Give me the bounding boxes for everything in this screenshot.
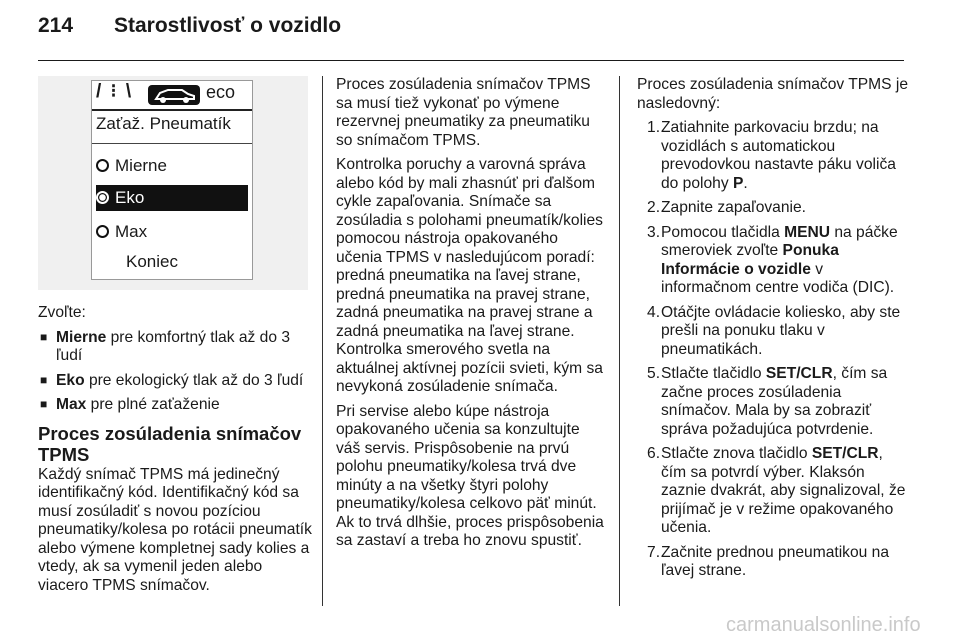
- option-koniec[interactable]: Koniec: [126, 252, 178, 271]
- option-max[interactable]: Max: [96, 219, 248, 245]
- column-divider-1: [322, 76, 323, 606]
- option-mierne[interactable]: Mierne: [96, 153, 248, 179]
- list-item: ■ Eko pre ekologický tlak až do 3 ľudí: [38, 372, 314, 391]
- paragraph: Pri servise alebo kúpe nástroja opakovaného učenia sa konzultujte váš servis. Prispôsobenie na prvú polohu pneumatiky/kolesa trvá dve minúty a na všetky štyri polohy pneumatiky/kolesa celkovo päť minút. Ak to trvá dlhšie, proces prispôsobenia sa zastaví a treba ho znovu spustiť.: [336, 402, 604, 549]
- radio-icon: [96, 159, 109, 172]
- column-1: [38, 76, 314, 601]
- step-item: 4 . Otáčjte ovládacie koliesko, aby ste prešli na ponuku tlaku v pneumatikách.: [637, 304, 909, 360]
- step-item: 7 . Začnite prednou pneumatikou na ľavej strane.: [637, 544, 909, 581]
- menu-divider: [92, 143, 252, 144]
- figure-background: [38, 76, 308, 290]
- screen-topbar: [92, 81, 252, 111]
- step-item: 2 . Zapnite zapaľovanie.: [637, 199, 909, 218]
- eco-label: eco: [206, 82, 236, 102]
- page-number: 214: [38, 14, 74, 37]
- step-item: 3 . Pomocou tlačidla MENU na páčke smeroviek zvoľte Ponuka Informácie o vozidle v informačnom centre vodiča (DIC).: [637, 224, 909, 298]
- list-item: ■ Max pre plné zaťaženie: [38, 396, 314, 415]
- step-item: 6 . Stlačte znova tlačidlo SET/CLR, čím sa potvrdí výber. Klaksón zaznie dvakrát, aby signalizoval, že prijímač je v režime opakovaného učenia.: [637, 445, 909, 538]
- lane-icon: / ⁝ \: [96, 81, 134, 102]
- display-figure: [38, 76, 314, 290]
- column-3: [637, 76, 909, 587]
- page-title: Starostlivosť o vozidlo: [114, 14, 342, 37]
- column-divider-2: [619, 76, 620, 606]
- section-heading: Proces zosúladenia snímačov TPMS: [38, 422, 302, 465]
- watermark: carmanualsonline.info: [726, 614, 921, 636]
- paragraph: Kontrolka poruchy a varovná správa alebo kód by mali zhasnúť pri ďalšom cykle zapaľovania. Snímače sa zosúladia s polohami pneumatík/kolies pomocou nástroja opakovaného učenia TPMS v nasledujúcom poradí: predná pneumatika na ľavej strane, predná pneumatika na pravej strane, zadná pneumatika na pravej strane a zadná pneumatika na ľavej strane. Kontrolka smerového svetla na aktuálnej aktívnej pozícii svieti, kým sa nevykoná zosúladenie snímača.: [336, 156, 603, 395]
- option-eko[interactable]: Eko: [96, 185, 248, 211]
- paragraph: Proces zosúladenia snímačov TPMS sa musí tiež vykonať po výmene rezervnej pneumatiky za pneumatiku so snímačom TPMS.: [336, 76, 591, 149]
- step-item: 1 . Zatiahnite parkovaciu brzdu; na vozidlách s automatickou prevodovkou nastavte páku voliča do polohy P.: [637, 119, 909, 193]
- list-item: ■ Mierne pre komfortný tlak až do 3 ľudí: [38, 329, 314, 366]
- header-rule: [38, 60, 904, 61]
- dic-screen: [91, 80, 253, 280]
- option-list: [38, 329, 314, 415]
- choose-label: Zvoľte:: [38, 304, 86, 321]
- step-item: 5 . Stlačte tlačidlo SET/CLR, čím sa začne proces zosúladenia snímačov. Mala by sa zobraziť správa požadujúca potvrdenie.: [637, 365, 909, 439]
- car-icon: [148, 85, 200, 105]
- paragraph: Proces zosúladenia snímačov TPMS je nasledovný:: [637, 76, 908, 112]
- page-header: [38, 14, 341, 38]
- radio-selected-icon: [96, 191, 109, 204]
- paragraph: Každý snímač TPMS má jedinečný identifikačný kód. Identifikačný kód sa musí zosúladiť s novou pozíciou pneumatiky/kolesa po rotácii pneumatík alebo výmene kompletnej sady kolies a vtedy, ak sa vymenil jeden alebo viacero TPMS snímačov.: [38, 465, 312, 594]
- steps-list: [637, 119, 909, 581]
- menu-title: Zaťaž. Pneumatík: [96, 114, 231, 133]
- column-2: [336, 76, 608, 557]
- radio-icon: [96, 225, 109, 238]
